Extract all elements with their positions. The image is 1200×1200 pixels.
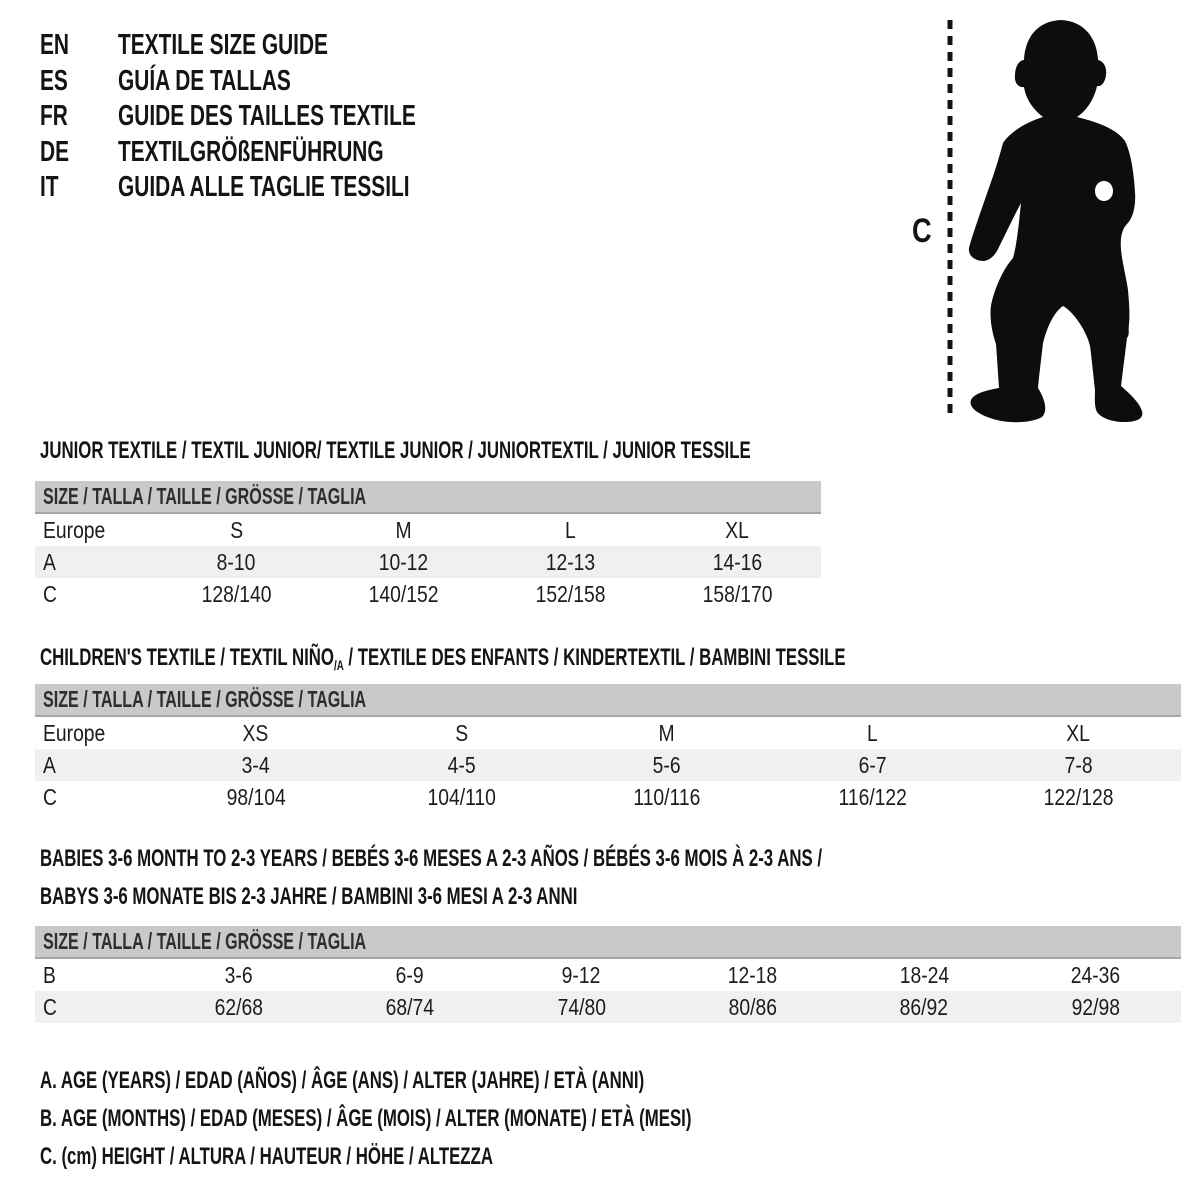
value-cell: S [454, 719, 468, 746]
value-cell: M [395, 516, 412, 543]
table-row [35, 717, 1181, 749]
row-label-cell: A [43, 751, 56, 778]
junior-size-table [35, 514, 821, 610]
value-cell: 140/152 [368, 580, 439, 607]
row-label-cell: C [43, 993, 57, 1020]
value-cell: 152/158 [535, 580, 606, 607]
junior-section-heading: JUNIOR TEXTILE / TEXTIL JUNIOR/ TEXTILE JUNIOR / JUNIORTEXTIL / JUNIOR TESSILE [40, 437, 751, 464]
value-cell: 14-16 [712, 548, 763, 575]
figure-height-label: C [912, 212, 932, 250]
junior-table-header-bar: SIZE / TALLA / TAILLE / GRÖSSE / TAGLIA [35, 481, 821, 514]
value-cell: 62/68 [214, 993, 263, 1020]
value-cell: 3-6 [224, 961, 253, 988]
language-row [40, 170, 640, 206]
babies-table-header-bar: SIZE / TALLA / TAILLE / GRÖSSE / TAGLIA [35, 926, 1181, 959]
toddler-silhouette-icon [900, 10, 1160, 430]
language-title: GUÍA DE TALLAS [118, 64, 291, 97]
row-label-cell: C [43, 783, 57, 810]
language-code: DE [40, 135, 70, 168]
value-cell: M [658, 719, 676, 746]
value-cell: 18-24 [899, 961, 949, 988]
children-size-table [35, 717, 1181, 813]
children-section-heading [40, 644, 1191, 673]
value-cell: 5-6 [653, 751, 681, 778]
value-cell: 74/80 [557, 993, 606, 1020]
value-cell: 128/140 [201, 580, 272, 607]
table-row [35, 749, 1181, 781]
value-cell: 7-8 [1064, 751, 1093, 778]
table-row [35, 959, 1181, 991]
value-cell: 110/116 [633, 783, 701, 810]
value-cell: 4-5 [447, 751, 476, 778]
value-cell: 6-7 [858, 751, 887, 778]
value-cell: 158/170 [702, 580, 773, 607]
value-cell: 10-12 [378, 548, 429, 575]
row-label-cell: Europe [43, 719, 106, 746]
language-code: FR [40, 100, 68, 132]
row-label-cell: B [43, 961, 56, 988]
children-table-header-bar: SIZE / TALLA / TAILLE / GRÖSSE / TAGLIA [35, 684, 1181, 717]
language-row [40, 99, 640, 135]
value-cell: XL [1066, 719, 1090, 746]
legend-line-c: C. (cm) HEIGHT / ALTURA / HAUTEUR / HÖHE / ALTEZZA [40, 1143, 493, 1170]
value-cell: 8-10 [217, 548, 256, 575]
legend-line-a: A. AGE (YEARS) / EDAD (AÑOS) / ÂGE (ANS) / ALTER (JAHRE) / ETÀ (ANNI) [40, 1067, 645, 1094]
value-cell: 6-9 [396, 961, 424, 988]
language-code: IT [40, 171, 59, 203]
children-heading-suffix: / TEXTILE DES ENFANTS / KINDERTEXTIL / BAMBINI TESSILE [343, 644, 846, 671]
value-cell: 104/110 [427, 783, 496, 810]
babies-size-table [35, 959, 1181, 1023]
value-cell: 12-18 [727, 961, 778, 988]
table-row [35, 781, 1181, 813]
table-row [35, 514, 821, 546]
language-code: ES [40, 64, 68, 97]
value-cell: XS [242, 719, 269, 746]
value-cell: 24-36 [1070, 961, 1121, 988]
row-label-cell: A [43, 548, 56, 575]
value-cell: L [565, 516, 576, 543]
children-heading-prefix: CHILDREN'S TEXTILE / TEXTIL NIÑO [40, 644, 334, 671]
value-cell: XL [725, 516, 750, 543]
language-title: TEXTILGRÖßENFÜHRUNG [118, 135, 384, 168]
value-cell: 116/122 [838, 783, 907, 810]
language-title: GUIDA ALLE TAGLIE TESSILI [118, 171, 410, 203]
row-label-cell: C [43, 580, 57, 607]
value-cell: 3-4 [241, 751, 270, 778]
value-cell: 68/74 [385, 993, 435, 1020]
table-row [35, 578, 821, 610]
legend-line-b: B. AGE (MONTHS) / EDAD (MESES) / ÂGE (MOIS) / ALTER (MONATE) / ETÀ (MESI) [40, 1105, 692, 1132]
table-row [35, 991, 1181, 1023]
table-row [35, 546, 821, 578]
value-cell: S [230, 516, 243, 543]
babies-heading-line1: BABIES 3-6 MONTH TO 2-3 YEARS / BEBÉS 3-6 MESES A 2-3 AÑOS / BÉBÉS 3-6 MOIS À 2-3 ANS / [40, 845, 823, 872]
value-cell: 80/86 [728, 993, 777, 1020]
value-cell: 9-12 [561, 961, 601, 988]
legend [40, 1062, 971, 1176]
value-cell: 92/98 [1071, 993, 1120, 1020]
babies-section-heading [40, 840, 1157, 916]
language-row [40, 28, 640, 64]
language-title: GUIDE DES TAILLES TEXTILE [118, 100, 416, 132]
children-heading-subscript: /A [333, 657, 344, 673]
language-row [40, 64, 640, 100]
language-row [40, 135, 640, 171]
babies-heading-line2: BABYS 3-6 MONATE BIS 2-3 JAHRE / BAMBINI 3-6 MESI A 2-3 ANNI [40, 883, 578, 910]
value-cell: L [867, 719, 878, 746]
value-cell: 122/128 [1043, 783, 1114, 810]
language-list [40, 28, 640, 206]
row-label-cell: Europe [43, 516, 106, 543]
value-cell: 98/104 [226, 783, 286, 810]
language-title: TEXTILE SIZE GUIDE [118, 29, 328, 61]
language-code: EN [40, 29, 70, 61]
value-cell: 86/92 [899, 993, 949, 1020]
value-cell: 12-13 [545, 548, 596, 575]
